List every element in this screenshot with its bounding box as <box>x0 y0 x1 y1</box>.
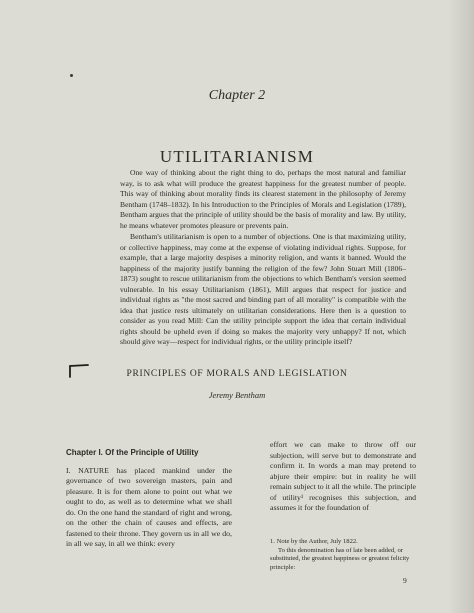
section-title: PRINCIPLES OF MORALS AND LEGISLATION <box>126 369 348 379</box>
footnote <box>270 538 416 572</box>
intro-paragraph-1: One way of thinking about the right thing to do, perhaps the most natural and familiar way, is to ask what will produce the greatest happiness for the greatest number of people. This way of thinking about morality finds its clearest statement in the philosophy of Jeremy Bentham (1748–1832). In his Introduction to the Principles of Morals and Legislation (1789), Bentham argues that the principle of utility should be the basis of morality and law. By utility, he means whatever promotes pleasure or prevents pain. <box>120 168 406 230</box>
intro-paragraph-2: Bentham's utilitarianism is open to a number of objections. One is that maximizing utility, or collective happiness, may come at the expense of violating individual rights. Suppose, for example, that a large majority despises a minority religion, and wants it banned. Would the happiness of the majority justify banning the religion of the few? John Stuart Mill (1806–1873) sought to rescue utilitarianism from the objections to which Bentham's version seemed vulnerable. In his essay Utilitarianism (1861), Mill argues that respect for justice and individual rights as "the most sacred and binding part of all morality" is compatible with the idea that justice rests ultimately on utilitarian considerations. Here then is a question to consider as you read Mill: Can the utility principle support the idea that certain individual rights should be upheld even if doing so makes the majority very unhappy? If not, which should give way—respect for individual rights, or the utility principle itself? <box>120 232 406 346</box>
chapter-label: Chapter 2 <box>208 88 266 103</box>
footnote-line-2: To this denomination has of late been added, or substituted, the greatest happiness or greatest felicity principle: <box>270 546 410 571</box>
section-author: Jeremy Bentham <box>208 390 266 400</box>
speck-mark <box>70 74 73 77</box>
page-number: 9 <box>403 576 407 585</box>
footnote-line-1: 1. Note by the Author, July 1822. <box>270 538 358 545</box>
right-column-paragraph: effort we can make to throw off our subjection, will serve but to demonstrate and confirm it. In words a man may pretend to abjure their empire: but in reality he will remain subject to it all the while. The principle of utility¹ recognises this subjection, and assumes it for the foundation of <box>270 440 417 512</box>
right-column <box>270 440 416 514</box>
chapter-title: UTILITARIANISM <box>159 147 315 166</box>
intro-text <box>120 168 406 348</box>
left-column-paragraph: I. NATURE has placed mankind under the governance of two sovereign masters, pain and pleasure. It is for them alone to point out what we ought to do, as well as to determine what we shall do. On the one hand the standard of right and wrong, on the other the chain of causes and effects, are fastened to their throne. They govern us in all we do, in all we say, in all we think: every <box>66 465 232 548</box>
left-column <box>66 448 232 550</box>
chapter-one-heading: Chapter I. Of the Principle of Utility <box>66 448 199 457</box>
